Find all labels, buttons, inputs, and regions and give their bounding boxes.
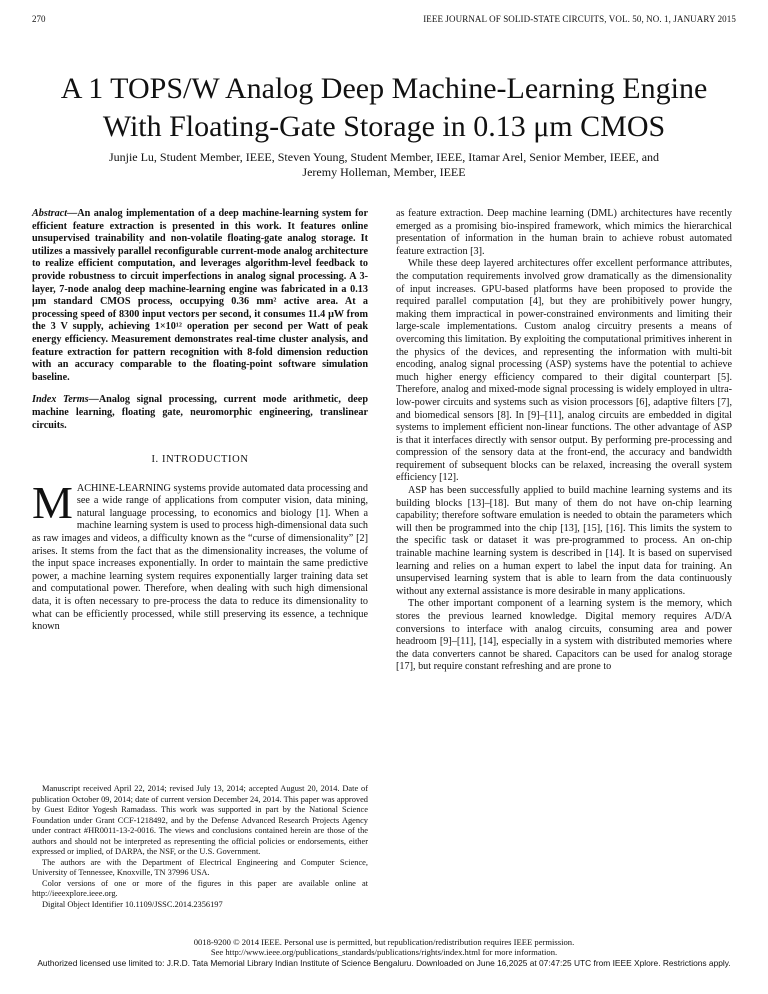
author-list (30, 150, 738, 180)
body-paragraph: The other important component of a learning system is the memory, which stores the previous learned knowledge. Digital memory requires A/D/A conversions to interface with analog circuits, consuming area and power headroom [9]–[11], [14], especially in a system with distributed memories where the data converters cannot be shared. Capacitors can be used for analog storage [17], but require constant refreshing and are prone to (396, 598, 732, 673)
section-heading: I. INTRODUCTION (151, 454, 249, 466)
abstract-lead: Abstract— (32, 208, 78, 219)
license-notice: Authorized licensed use limited to: J.R.D. Tata Memorial Library Indian Institute of Science Bengaluru. Downloaded on June 16,2025 at 07:47:25 UTC from IEEE Xplore. Restrictions apply. (37, 958, 731, 968)
drop-cap: M (32, 476, 73, 528)
page-number: 270 (32, 14, 46, 24)
index-terms (32, 394, 368, 432)
footnote-doi: Digital Object Identifier 10.1109/JSSC.2014.2356197 (42, 899, 223, 909)
intro-paragraph (32, 476, 368, 634)
footnote-affiliation: The authors are with the Department of Electrical Engineering and Computer Science, University of Tennessee, Knoxville, TN 37996 USA. (32, 857, 368, 877)
left-column (32, 208, 368, 634)
index-terms-text: Analog signal processing, current mode arithmetic, deep machine learning, floating gate, neuromorphic engineering, translinear circuits. (32, 394, 368, 431)
intro-text: ACHINE-LEARNING systems provide automated data processing and see a wide range of applications from computer vision, data mining, natural language processing, to economics and biology [1]. When a machine learning system is used to process high-dimensional data such as raw images and videos, a difficulty known as the “curse of dimensionality” [2] arises. It stems from the fact that as the dimensionality increases, the volume of the input space increases exponentially. In order to maintain the same predictive power, a machine learning system requires exponentially larger training data set and computational power. Therefore, when dealing with such high dimensional data, it is often necessary to pre-process the data to reduce its dimensionality to what can be efficiently processed, while still preserving its essence, a technique known (32, 482, 368, 633)
abstract-text: An analog implementation of a deep machine-learning system for efficient feature extraction is presented in this work. It features online unsupervised trainability and non-volatile floating-gate analog storage. It utilizes a massively parallel reconfigurable current-mode analog architecture to realize efficient computation, and leverages algorithm-level feedback to provide robustness to circuit imperfections in analog signal processing. A 3-layer, 7-node analog deep machine-learning engine was fabricated in a 0.13 μm standard CMOS process, occupying 0.36 mm² active area. At a processing speed of 8300 input vectors per second, it consumes 11.4 μW from the 3 V supply, achieving 1×10¹² operation per second per Watt of peak energy efficiency. Measurement demonstrates real-time cluster analysis, and feature extraction for pattern recognition with 8-fold dimension reduction with an accuracy comparable to the floating-point software simulation baseline. (32, 208, 368, 383)
copyright-notice (0, 937, 768, 957)
title-line-1: A 1 TOPS/W Analog Deep Machine-Learning Engine (60, 72, 708, 105)
footnote-manuscript: Manuscript received April 22, 2014; revised July 13, 2014; accepted August 20, 2014. Date of publication October 09, 2014; date of current version December 24, 2014. This paper was approved by Guest Editor Yogesh Ramadass. This work was supported in part by the National Science Foundation under Grant CCF-1218492, and by the Defense Advanced Research Projects Agency under contract #HR0011-13-2-0016. The views and conclusions contained herein are those of the authors and should not be interpreted as representing the official policies or endorsements, either expressed or implied, of DARPA, the NSF, or the U.S. Government. (32, 784, 368, 856)
footnotes (32, 784, 368, 910)
running-head: IEEE JOURNAL OF SOLID-STATE CIRCUITS, VOL. 50, NO. 1, JANUARY 2015 (423, 14, 736, 24)
footnote-color: Color versions of one or more of the figures in this paper are available online at http://ieeexplore.ieee.org. (32, 878, 368, 898)
title-line-2: With Floating-Gate Storage in 0.13 μm CMOS (102, 110, 666, 143)
body-paragraph: While these deep layered architectures offer excellent performance attributes, the computation requirements involved grow dramatically as the dimensionality of input increases. GPU-based platforms have been proposed to provide the required parallel computation [4], but they are prohibitively power hungry, making them impractical in power-constrained environments and limiting their large-scale implementations. Custom analog circuitry presents a means of overcoming this limitation. By exploiting the computational primitives inherent in the physics of the devices, and representing the information with multi-bit encoding, analog signal processing (ASP) systems have the potential to achieve much higher energy efficiency compared to their digital counterpart [5]. Therefore, analog and mixed-mode signal processing is widely employed in ultra-low-power circuits and systems such as vision processors [6], adaptive filters [7], and biomedical sensors [8]. In [9]–[11], analog circuits are embedded in digital systems to implement efficient non-linear functions. The other advantage of ASP is that it interfaces directly with sensor output. By performing pre-processing and compression of the sensory data at the front-end, the accuracy and bandwidth requirement of subsequent blocks can be relaxed, increasing the overall system efficiency [12]. (396, 258, 732, 484)
copyright-line-2: See http://www.ieee.org/publications_standards/publications/rights/index.html for more information. (210, 947, 558, 957)
copyright-line-1: 0018-9200 © 2014 IEEE. Personal use is permitted, but republication/redistribution requires IEEE permission. (193, 937, 575, 947)
body-paragraph: ASP has been successfully applied to build machine learning systems and its building blocks [13]–[18]. But many of them do not have on-chip learning capability; therefore software emulation is needed to obtain the parameters which will then be programmed into the chip [13], [15], [16]. This limits the system to the specific task or dataset it was pre-programmed to process. An on-chip trainable machine learning system is described in [14]. It is based on supervised learning and relies on a human expert to label the input data for training. An unsupervised learning system that is able to learn from the data continuously without any external assistance is more desirable in many applications. (396, 485, 732, 597)
right-column (396, 208, 732, 674)
abstract (32, 208, 368, 384)
body-paragraph: as feature extraction. Deep machine learning (DML) architectures have recently emerged as a promising bio-inspired framework, which mimics the hierarchical presentation of information in the human brain to achieve robust automated feature extraction [3]. (396, 208, 732, 257)
authors-line-1: Junjie Lu, Student Member, IEEE, Steven Young, Student Member, IEEE, Itamar Arel, Senior Member, IEEE, and (108, 150, 660, 164)
paper-title (20, 70, 748, 146)
authors-line-2: Jeremy Holleman, Member, IEEE (302, 165, 466, 179)
index-terms-lead: Index Terms— (32, 394, 99, 406)
